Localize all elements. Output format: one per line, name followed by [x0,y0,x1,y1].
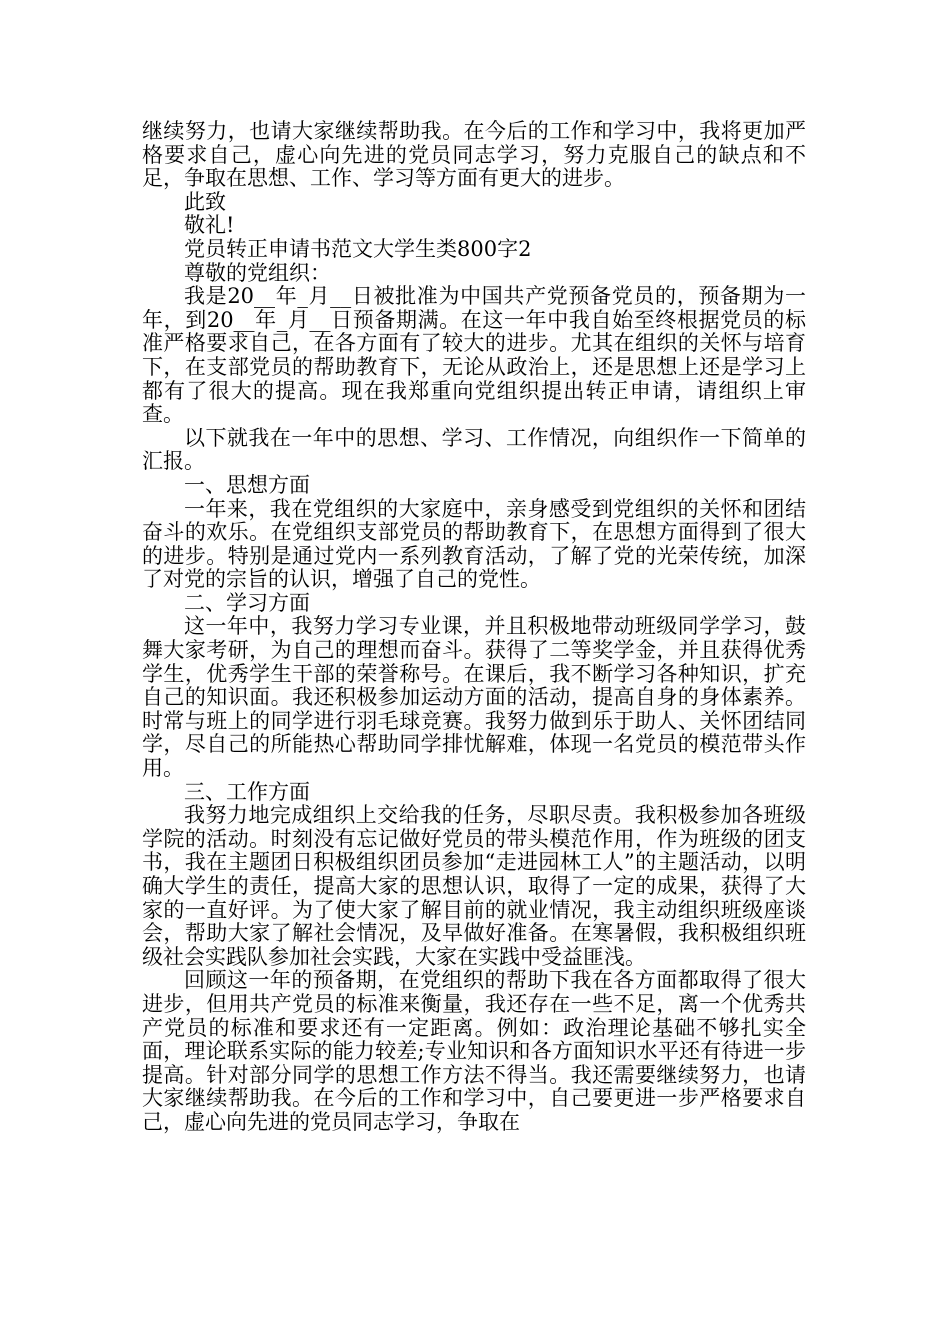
paragraph-intro: 我是20__年_月__日被批准为中国共产党预备党员的，预备期为一年，到20__年_月__日预备期满。在这一年中我自始至终根据党员的标准严格要求自己，在各方面有了较大的进步。尤其在组织的关怀与培育下，在支部党员的帮助教育下，无论从政治上，还是思想上还是学习上都有了很大的提高。现在我郑重向党组织提出转正申请，请组织上审查。 [142,284,806,427]
heading-study: 二、学习方面 [184,590,310,615]
paragraph-greeting: 尊敬的党组织： [184,260,331,285]
heading-thought: 一、思想方面 [184,472,310,497]
paragraph-review: 回顾这一年的预备期，在党组织的帮助下我在各方面都取得了很大进步，但用共产党员的标准来衡量，我还存在一些不足，离一个优秀共产党员的标准和要求还有一定距离。例如：政治理论基础不够扎实全面，理论联系实际的能力较差;专业知识和各方面知识水平还有待进一步提高。针对部分同学的思想工作方法不得当。我还需要继续努力，也请大家继续帮助我。在今后的工作和学习中，自己要更进一步严格要求自己，虚心向先进的党员同志学习，争取在 [142,968,806,1134]
paragraph-thought: 一年来，我在党组织的大家庭中，亲身感受到党组织的关怀和团结奋斗的欢乐。在党组织支部党员的帮助教育下，在思想方面得到了很大的进步。特别是通过党内一系列教育活动，了解了党的光荣传统，加深了对党的宗旨的认识，增强了自己的党性。 [142,496,806,592]
paragraph-report-intro: 以下就我在一年中的思想、学习、工作情况，向组织作一下简单的汇报。 [142,425,806,474]
paragraph-work: 我努力地完成组织上交给我的任务，尽职尽责。我积极参加各班级学院的活动。时刻没有忘记做好党员的带头模范作用，作为班级的团支书，我在主题团日积极组织团员参加“走进园林工人”的主题活动，以明确大学生的责任，提高大家的思想认识，取得了一定的成果，获得了大家的一直好评。为了使大家了解目前的就业情况，我主动组织班级座谈会，帮助大家了解社会情况，及早做好准备。在寒暑假，我积极组织班级社会实践队参加社会实践，大家在实践中受益匪浅。 [142,803,806,969]
paragraph-study: 这一年中，我努力学习专业课，并且积极地带动班级同学学习，鼓舞大家考研，为自己的理想而奋斗。获得了二等奖学金，并且获得优秀学生，优秀学生干部的荣誉称号。在课后，我不断学习各种知识，扩充自己的知识面。我还积极参加运动方面的活动，提高自身的身体素养。时常与班上的同学进行羽毛球竞赛。我努力做到乐于助人、关怀团结同学，尽自己的所能热心帮助同学排忧解难，体现一名党员的模范带头作用。 [142,614,806,781]
paragraph-salutation-jingli: 敬礼! [184,213,235,238]
document-page [142,120,806,1135]
paragraph-salutation-cizhi: 此致 [184,189,226,214]
document-section-title: 党员转正申请书范文大学生类800字2 [184,236,532,261]
heading-work: 三、工作方面 [184,779,310,804]
paragraph-closing-continuation: 继续努力，也请大家继续帮助我。在今后的工作和学习中，我将更加严格要求自己，虚心向先进的党员同志学习，努力克服自己的缺点和不足，争取在思想、工作、学习等方面有更大的进步。 [142,119,806,191]
